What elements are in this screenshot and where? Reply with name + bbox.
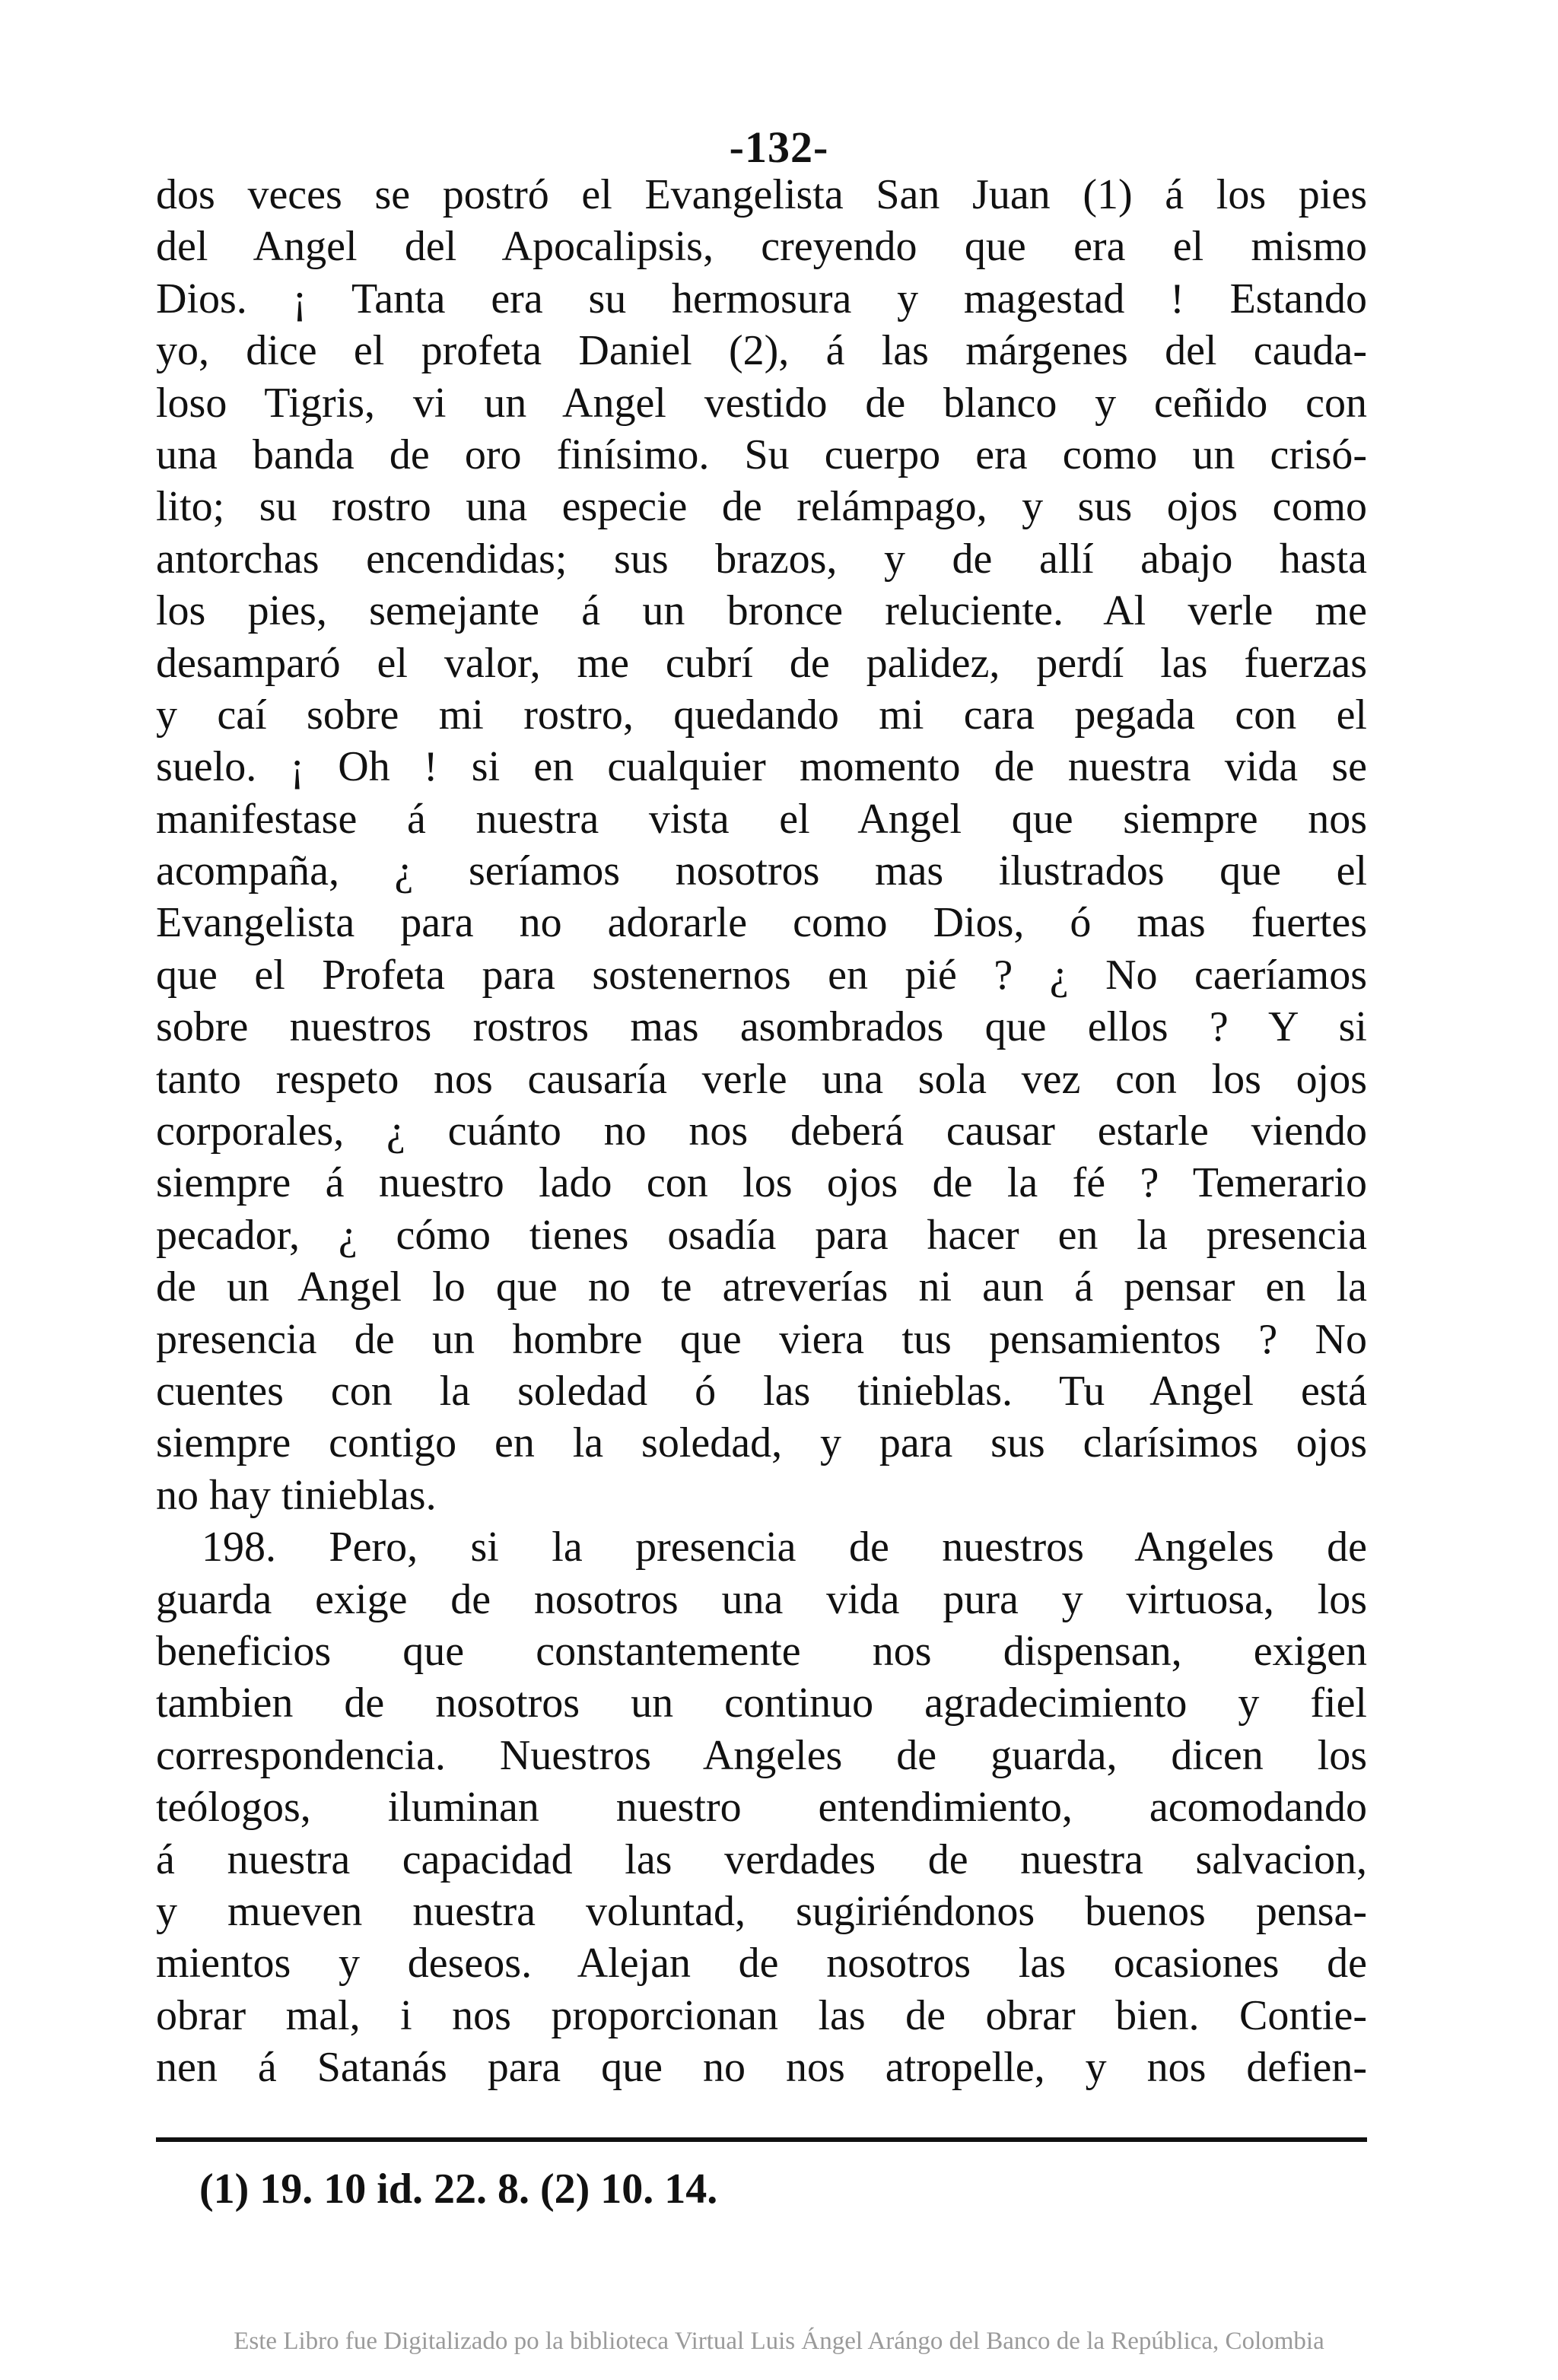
text-line: manifestase á nuestra vista el Angel que siempre nos bbox=[156, 795, 1367, 843]
paragraph-198-start: 198. Pero, si la presencia de nuestros Angeles de bbox=[202, 1524, 1367, 1571]
text-line: corporales, ¿ cuánto no nos deberá causar estarle viendo bbox=[156, 1107, 1367, 1155]
text-line: á nuestra capacidad las verdades de nuestra salvacion, bbox=[156, 1835, 1367, 1883]
digitization-credit: Este Libro fue Digitalizado po la biblioteca Virtual Luis Ángel Arángo del Banco de la República, Colombia bbox=[234, 2328, 1324, 2355]
paragraph-end-line: no hay tinieblas. bbox=[156, 1471, 437, 1519]
text-line: lito; su rostro una especie de relámpago, y sus ojos como bbox=[156, 483, 1367, 531]
text-line: guarda exige de nosotros una vida pura y virtuosa, los bbox=[156, 1575, 1367, 1623]
text-line: nen á Satanás para que no nos atropelle, y nos defien- bbox=[156, 2044, 1367, 2092]
text-line: y caí sobre mi rostro, quedando mi cara pegada con el bbox=[156, 691, 1367, 739]
text-line: teólogos, iluminan nuestro entendimiento, acomodando bbox=[156, 1784, 1367, 1832]
text-line: que el Profeta para sostenernos en pié ? ¿ No caeríamos bbox=[156, 951, 1367, 999]
text-line: desamparó el valor, me cubrí de palidez, perdí las fuerzas bbox=[156, 639, 1367, 687]
text-line: dos veces se postró el Evangelista San Juan (1) á los pies bbox=[156, 171, 1367, 218]
text-line: tanto respeto nos causaría verle una sola vez con los ojos bbox=[156, 1055, 1367, 1103]
text-line: sobre nuestros rostros mas asombrados que ellos ? Y si bbox=[156, 1003, 1367, 1051]
text-line: tambien de nosotros un continuo agradecimiento y fiel bbox=[156, 1679, 1367, 1727]
text-line: Dios. ¡ Tanta era su hermosura y magestad ! Estando bbox=[156, 275, 1367, 323]
text-line: siempre contigo en la soledad, y para sus clarísimos ojos bbox=[156, 1419, 1367, 1467]
text-line: acompaña, ¿ seríamos nosotros mas ilustrados que el bbox=[156, 847, 1367, 895]
text-line: correspondencia. Nuestros Angeles de guarda, dicen los bbox=[156, 1731, 1367, 1779]
text-line: siempre á nuestro lado con los ojos de la fé ? Temerario bbox=[156, 1159, 1367, 1207]
text-line: del Angel del Apocalipsis, creyendo que era el mismo bbox=[156, 223, 1367, 271]
text-line: yo, dice el profeta Daniel (2), á las márgenes del cauda- bbox=[156, 327, 1367, 375]
text-line: una banda de oro finísimo. Su cuerpo era como un crisó- bbox=[156, 431, 1367, 478]
footnote-rule bbox=[156, 2137, 1367, 2142]
text-line: los pies, semejante á un bronce reluciente. Al verle me bbox=[156, 587, 1367, 635]
text-line: beneficios que constantemente nos dispensan, exigen bbox=[156, 1627, 1367, 1675]
text-line: mientos y deseos. Alejan de nosotros las ocasiones de bbox=[156, 1940, 1367, 1988]
text-line: Evangelista para no adorarle como Dios, ó mas fuertes bbox=[156, 899, 1367, 947]
text-line: presencia de un hombre que viera tus pensamientos ? No bbox=[156, 1315, 1367, 1363]
text-line: loso Tigris, vi un Angel vestido de blanco y ceñido con bbox=[156, 379, 1367, 427]
page-number: -132- bbox=[729, 122, 829, 172]
text-line: y mueven nuestra voluntad, sugiriéndonos buenos pensa- bbox=[156, 1887, 1367, 1935]
text-line: antorchas encendidas; sus brazos, y de allí abajo hasta bbox=[156, 535, 1367, 583]
footnotes: (1) 19. 10 id. 22. 8. (2) 10. 14. bbox=[199, 2166, 718, 2213]
body-text bbox=[156, 169, 1367, 2093]
text-line: cuentes con la soledad ó las tinieblas. Tu Angel está bbox=[156, 1367, 1367, 1415]
text-line: de un Angel lo que no te atreverías ni aun á pensar en la bbox=[156, 1263, 1367, 1311]
text-line: pecador, ¿ cómo tienes osadía para hacer en la presencia bbox=[156, 1211, 1367, 1259]
text-line: suelo. ¡ Oh ! si en cualquier momento de nuestra vida se bbox=[156, 743, 1367, 791]
text-line: obrar mal, i nos proporcionan las de obrar bien. Contie- bbox=[156, 1991, 1367, 2039]
